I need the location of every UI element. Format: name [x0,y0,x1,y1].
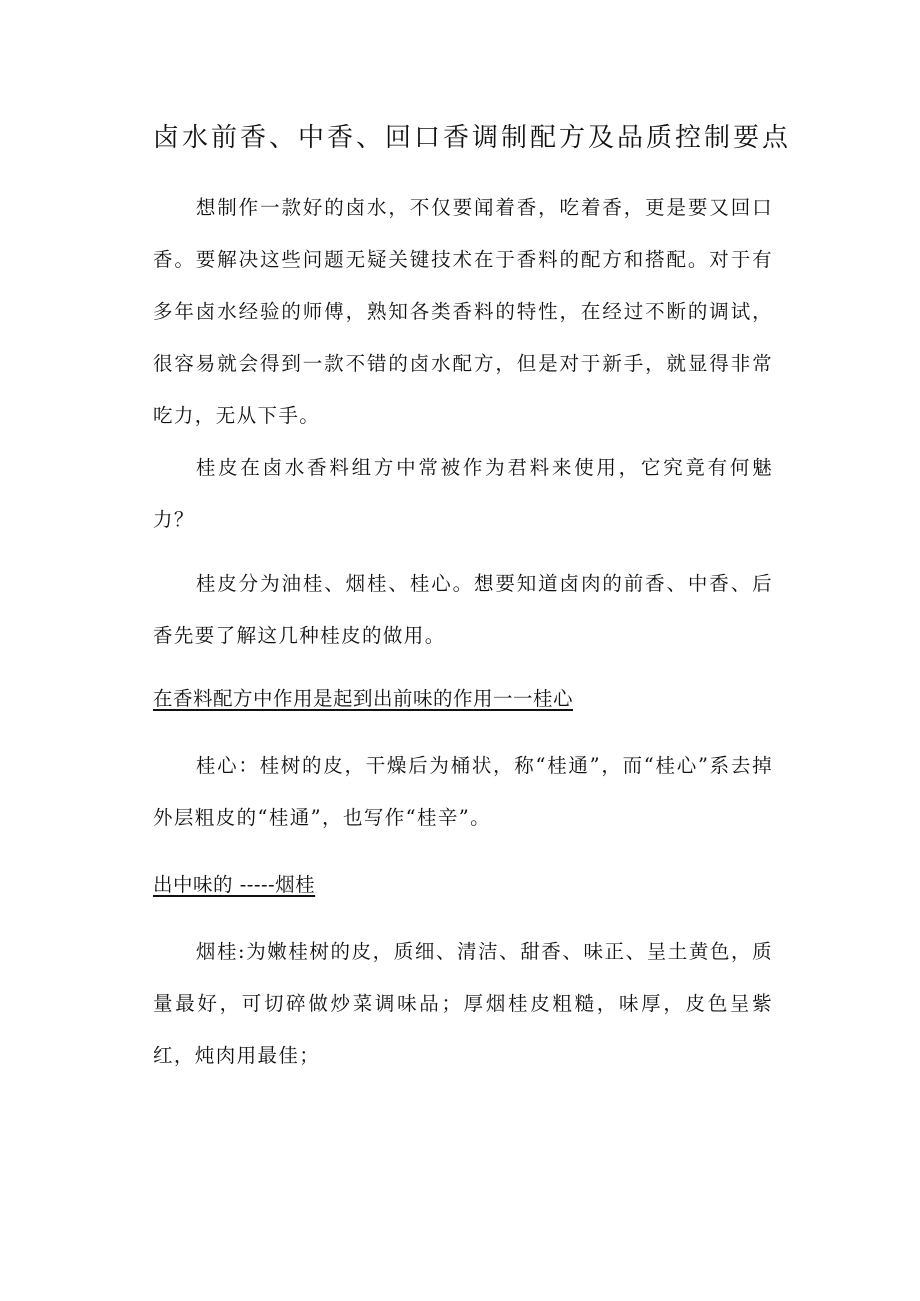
intro-paragraph: 想制作一款好的卤水，不仅要闻着香，吃着香，更是要又回口香。要解决这些问题无疑关键技术在于香料的配方和搭配。对于有多年卤水经验的师傅，熟知各类香料的特性，在经过不断的调试，很容易就会得到一款不错的卤水配方，但是对于新手，就显得非常吃力，无从下手。 [153,196,773,427]
cinnamon-types-paragraph: 桂皮分为油桂、烟桂、桂心。想要知道卤肉的前香、中香、后香先要了解这几种桂皮的做用。 [153,572,773,647]
cinnamon-question-paragraph: 桂皮在卤水香料组方中常被作为君料来使用，它究竟有何魅力？ [153,456,773,531]
section-heading-yangui [153,869,773,901]
section-heading-yangui-text: 出中味的 -----烟桂 [153,873,316,896]
guixin-paragraph: 桂心：桂树的皮，干燥后为桶状，称“桂通”，而“桂心”系去掉外层粗皮的“桂通”，也写作“桂辛”。 [153,754,773,829]
section-heading-guixin-text: 在香料配方中作用是起到出前味的作用一一桂心 [153,687,574,710]
yangui-paragraph: 烟桂:为嫩桂树的皮，质细、清洁、甜香、味正、呈土黄色，质量最好，可切碎做炒菜调味品；厚烟桂皮粗糙，味厚，皮色呈紫红，炖肉用最佳； [153,940,773,1067]
section-heading-guixin [153,683,773,715]
document-title: 卤水前香、中香、回口香调制配方及品质控制要点 [153,123,792,153]
